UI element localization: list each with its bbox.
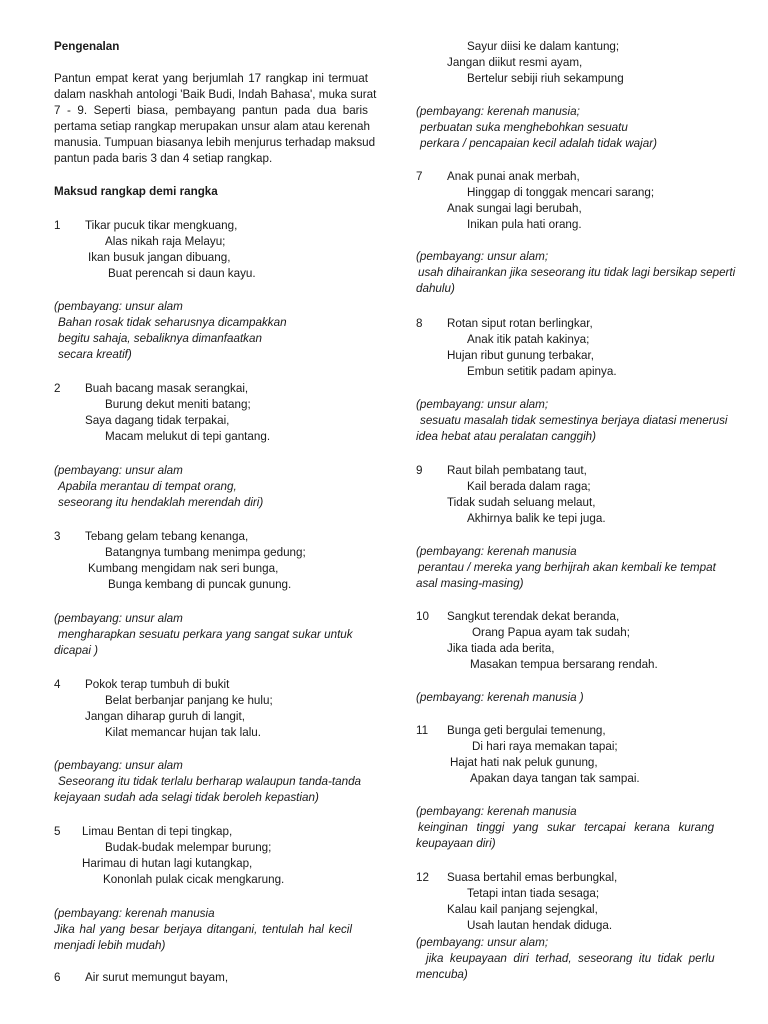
note-line: begitu sahaja, sebaliknya dimanfaatkan [58,331,262,345]
note-line: (pembayang: kerenah manusia [416,544,577,558]
note-line: dicapai ) [54,643,99,657]
note-line: (pembayang: unsur alam [54,611,183,625]
stanza-number: 6 [54,970,61,984]
intro-line: manusia. Tumpuan biasanya lebih menjurus terhadap maksud [54,135,376,149]
verse-line: Bunga kembang di puncak gunung. [108,577,292,591]
verse-line: Masakan tempua bersarang rendah. [470,657,658,671]
verse-line: Buah bacang masak serangkai, [85,381,249,395]
note-line: idea hebat atau peralatan canggih) [416,429,597,443]
verse-line: Belat berbanjar panjang ke hulu; [105,693,273,707]
note-line: (pembayang: kerenah manusia ) [416,690,584,704]
note-line: (pembayang: unsur alam; [416,397,549,411]
verse-line: Kumbang mengidam nak seri bunga, [88,561,279,575]
note-line: perantau / mereka yang berhijrah akan kembali ke tempat [418,560,716,574]
verse-line: Jika tiada ada berita, [447,641,555,655]
verse-line: Rotan siput rotan berlingkar, [447,316,593,330]
verse-line: Embun setitik padam apinya. [467,364,617,378]
verse-line: Apakan daya tangan tak sampai. [470,771,640,785]
verse-line: Tikar pucuk tikar mengkuang, [85,218,238,232]
note-line: (pembayang: unsur alam; [416,935,549,949]
note-line: mengharapkan sesuatu perkara yang sangat sukar untuk [58,627,353,641]
verse-line: Hujan ribut gunung terbakar, [447,348,594,362]
note-line: asal masing-masing) [416,576,524,590]
stanza-number: 1 [54,218,61,232]
note-line: dahulu) [416,281,455,295]
verse-line: Jangan diharap guruh di langit, [85,709,245,723]
verse-line: Buat perencah si daun kayu. [108,266,256,280]
note-line: (pembayang: unsur alam [54,758,183,772]
verse-line: Hinggap di tonggak mencari sarang; [467,185,655,199]
stanza-number: 9 [416,463,423,477]
verse-line: Harimau di hutan lagi kutangkap, [82,856,253,870]
note-line: (pembayang: kerenah manusia [54,906,215,920]
verse-line: Hajat hati nak peluk gunung, [450,755,598,769]
stanza-number: 3 [54,529,61,543]
note-line: mencuba) [416,967,468,981]
stanza-number: 4 [54,677,61,691]
note-line: secara kreatif) [58,347,132,361]
verse-line: Sangkut terendak dekat beranda, [447,609,620,623]
note-line: keupayaan diri) [416,836,496,850]
stanza-number: 2 [54,381,61,395]
stanza-number: 8 [416,316,423,330]
note-line: Bahan rosak tidak seharusnya dicampakkan [58,315,287,329]
verse-line: Air surut memungut bayam, [85,970,229,984]
note-line: (pembayang: unsur alam; [416,249,549,263]
note-line: Apabila merantau di tempat orang, [58,479,237,493]
intro-line: pertama setiap rangkap merupakan unsur alam atau kerenah [54,119,370,133]
stanza-number: 12 [416,870,429,884]
verse-line: Kail berada dalam raga; [467,479,591,493]
verse-line: Limau Bentan di tepi tingkap, [82,824,233,838]
note-line: sesuatu masalah tidak semestinya berjaya diatasi menerusi [420,413,728,427]
stanza-number: 10 [416,609,429,623]
note-line: seseorang itu hendaklah merendah diri) [58,495,264,509]
verse-line: Anak itik patah kakinya; [467,332,590,346]
verse-line: Batangnya tumbang menimpa gedung; [105,545,306,559]
verse-line: Bunga geti bergulai temenung, [447,723,606,737]
intro-line: Pantun empat kerat yang berjumlah 17 rangkap ini termuat [54,71,368,85]
note-line: (pembayang: unsur alam [54,463,183,477]
verse-line: Kilat memancar hujan tak lalu. [105,725,262,739]
verse-line: Tidak sudah seluang melaut, [447,495,596,509]
verse-line: Kalau kail panjang sejengkal, [447,902,598,916]
verse-line: Tebang gelam tebang kenanga, [85,529,249,543]
note-line: jika keupayaan diri terhad, seseorang itu tidak perlu [426,951,715,965]
note-line: Jika hal yang besar berjaya ditangani, tentulah hal kecil [54,922,352,936]
section-heading: Pengenalan [54,39,120,53]
note-line: Seseorang itu tidak terlalu berharap walaupun tanda-tanda [58,774,362,788]
note-line: perkara / pencapaian kecil adalah tidak wajar) [420,136,657,150]
verse-line: Di hari raya memakan tapai; [472,739,618,753]
stanza-number: 7 [416,169,423,183]
note-line: usah dihairankan jika seseorang itu tidak lagi bersikap seperti [418,265,736,279]
verse-line: Ikan busuk jangan dibuang, [88,250,231,264]
verse-line: Alas nikah raja Melayu; [105,234,226,248]
verse-line: Anak sungai lagi berubah, [447,201,582,215]
stanza-number: 5 [54,824,61,838]
verse-line: Orang Papua ayam tak sudah; [472,625,630,639]
verse-line: Macam melukut di tepi gantang. [105,429,271,443]
verse-line: Kononlah pulak cicak mengkarung. [103,872,285,886]
intro-line: dalam naskhah antologi 'Baik Budi, Indah Bahasa', muka surat [54,87,377,101]
verse-line: Inikan pula hati orang. [467,217,582,231]
verse-line: Pokok terap tumbuh di bukit [85,677,230,691]
section-subheading: Maksud rangkap demi rangka [54,184,218,198]
note-line: keinginan tinggi yang sukar tercapai kerana kurang [418,820,715,834]
note-line: (pembayang: unsur alam [54,299,183,313]
intro-line: 7 - 9. Seperti biasa, pembayang pantun pada dua baris [54,103,368,117]
verse-line: Jangan diikut resmi ayam, [447,55,583,69]
verse-line: Sayur diisi ke dalam kantung; [467,39,620,53]
stanza-number: 11 [416,723,429,737]
verse-line: Bertelur sebiji riuh sekampung [467,71,624,85]
verse-line: Saya dagang tidak terpakai, [85,413,230,427]
verse-line: Akhirnya balik ke tepi juga. [467,511,606,525]
note-line: (pembayang: kerenah manusia; [416,104,580,118]
verse-line: Burung dekut meniti batang; [105,397,251,411]
note-line: kejayaan sudah ada selagi tidak beroleh kepastian) [54,790,319,804]
verse-line: Tetapi intan tiada sesaga; [467,886,600,900]
note-line: perbuatan suka menghebohkan sesuatu [420,120,628,134]
note-line: menjadi lebih mudah) [54,938,166,952]
verse-line: Anak punai anak merbah, [447,169,580,183]
note-line: (pembayang: kerenah manusia [416,804,577,818]
verse-line: Suasa bertahil emas berbungkal, [447,870,618,884]
verse-line: Usah lautan hendak diduga. [467,918,613,932]
intro-line: pantun pada baris 3 dan 4 setiap rangkap. [54,151,273,165]
verse-line: Raut bilah pembatang taut, [447,463,587,477]
verse-line: Budak-budak melempar burung; [105,840,272,854]
